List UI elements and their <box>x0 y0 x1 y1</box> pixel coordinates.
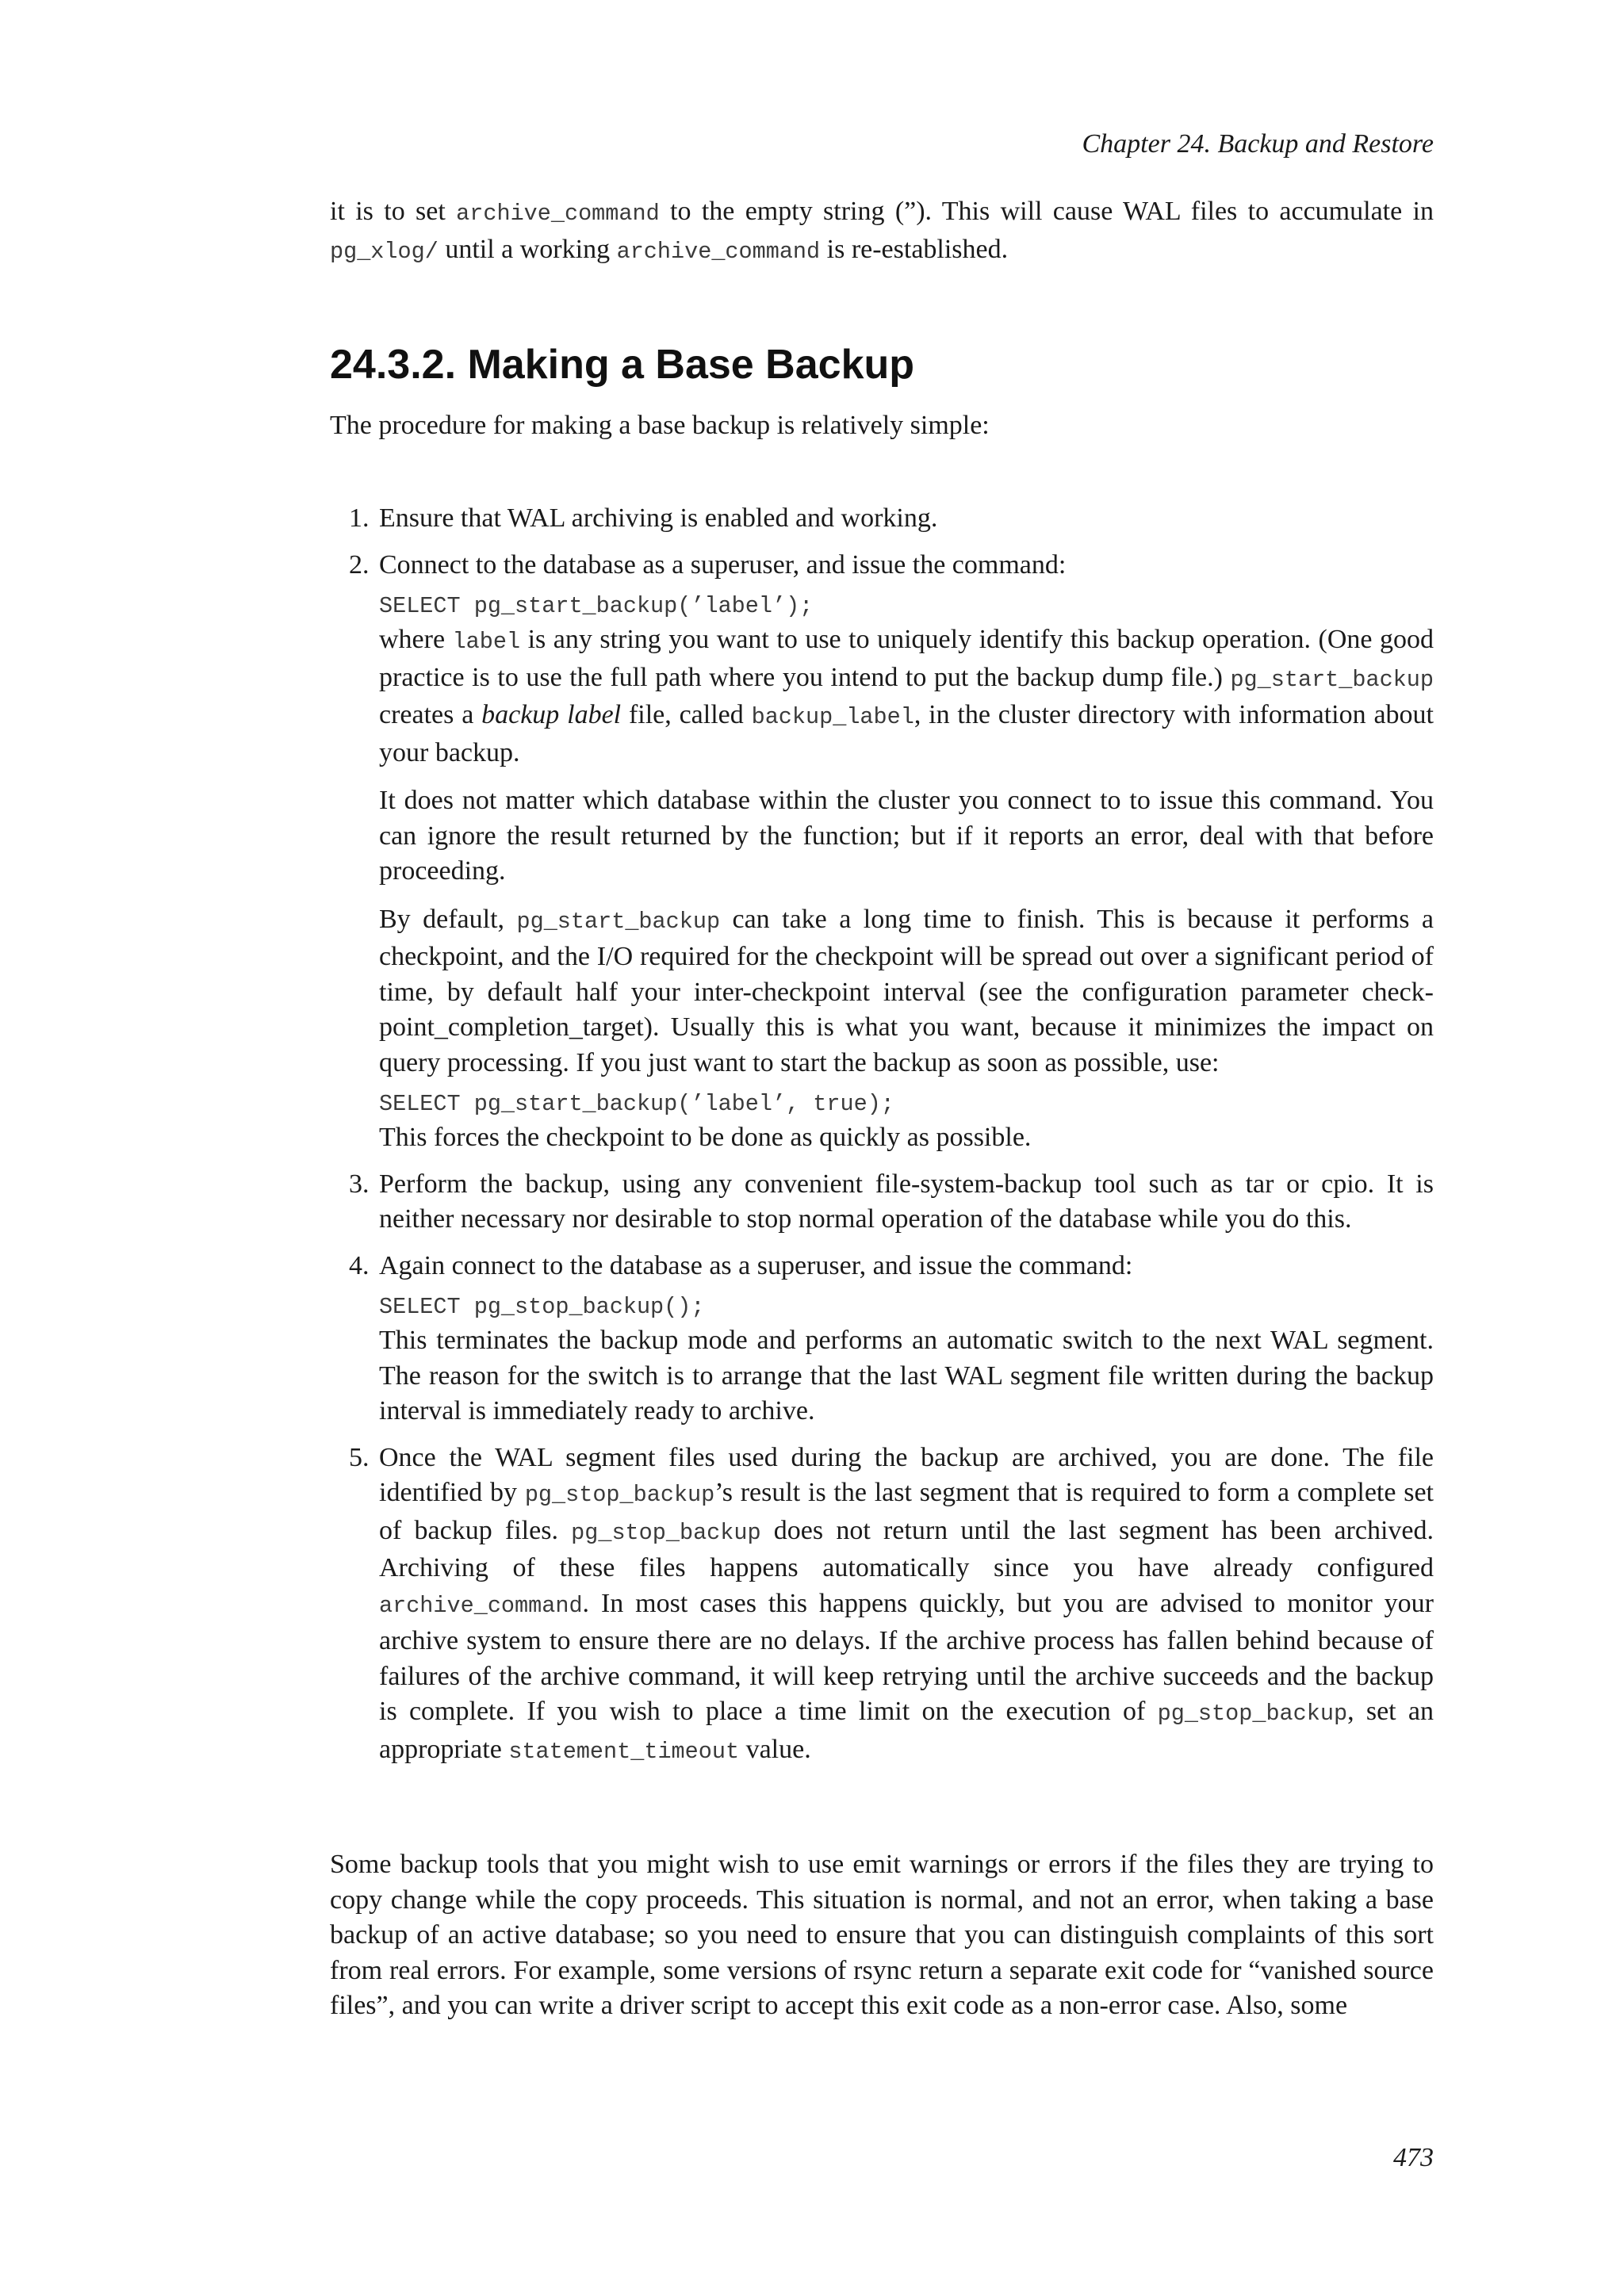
section-title: 24.3.2. Making a Base Backup <box>330 342 915 388</box>
step-paragraph: where label is any string you want to use to uniquely identify this backup operation. (One good practice is to use the full path where you intend to put the backup dump file.) pg_start_backup creates a backup label file, called backup_label, in the cluster directory with information about your backup. <box>379 625 1434 767</box>
list-item-5 <box>330 1441 1434 1770</box>
code-pg-stop-backup: pg_stop_backup <box>1157 1701 1348 1727</box>
step-text: Connect to the database as a superuser, and issue the command: <box>379 549 1067 580</box>
list-item-4 <box>330 1249 1434 1429</box>
code-label: label <box>452 629 521 655</box>
code-archive-command: archive_command <box>379 1592 583 1619</box>
code-statement-timeout: statement_timeout <box>508 1738 740 1765</box>
lead-paragraph: The procedure for making a base backup is relatively simple: <box>330 411 990 440</box>
list-item-number: 1. <box>349 503 370 533</box>
step-paragraph: It does not matter which database within the cluster you connect to to issue this command. You can ignore the result returned by the function; but if it reports an error, deal with that before proceeding. <box>379 786 1434 886</box>
code-block: SELECT pg_start_backup(’label’); <box>379 593 814 619</box>
step-paragraph: This forces the checkpoint to be done as quickly as possible. <box>379 1123 1032 1152</box>
list-item-number: 2. <box>349 549 370 580</box>
code-pg-start-backup: pg_start_backup <box>1230 666 1434 693</box>
list-item-3 <box>330 1167 1434 1238</box>
step-paragraph: By default, pg_start_backup can take a long time to finish. This is because it performs a checkpoint, and the I/O required for the checkpoint will be spread out over a significant period of time, by default half your inter-checkpoint interval (see the configuration parameter check-point_completion_target). Usually this is what you want, because it minimizes the impact on query processing. If you just want to start the backup as soon as possible, use: <box>379 904 1434 1077</box>
code-archive-command: archive_command <box>616 238 821 265</box>
code-block: SELECT pg_stop_backup(); <box>379 1294 705 1320</box>
step-text: Perform the backup, using any convenient file-system-backup tool such as tar or cpio. It is neither necessary nor desirable to stop normal operation of the database while you do this. <box>379 1169 1434 1234</box>
list-item-number: 4. <box>349 1250 370 1280</box>
intro-paragraph: it is to set archive_command to the empty string (”). This will cause WAL files to accumulate in pg_xlog/ until a working archive_command is re-established. <box>330 197 1434 265</box>
list-item-number: 3. <box>349 1169 370 1199</box>
page-number: 473 <box>1393 2143 1434 2172</box>
step-text: Again connect to the database as a superuser, and issue the command: <box>379 1250 1133 1280</box>
code-backup-label: backup_label <box>751 704 914 730</box>
list-item-1 <box>330 501 1434 537</box>
step-paragraph: This terminates the backup mode and performs an automatic switch to the next WAL segment. The reason for the switch is to arrange that the last WAL segment file written during the backup interval is immediately ready to archive. <box>379 1326 1434 1425</box>
list-item-number: 5. <box>349 1442 370 1472</box>
list-item-2 <box>330 548 1434 1156</box>
step-text: Ensure that WAL archiving is enabled and working. <box>379 503 938 533</box>
code-pg-stop-backup: pg_stop_backup <box>524 1482 715 1508</box>
code-block: SELECT pg_start_backup(’label’, true); <box>379 1091 894 1117</box>
procedure-list <box>330 501 1434 1781</box>
step-text: Once the WAL segment files used during the backup are archived, you are done. The file identified by pg_stop_backup’s result is the last segment that is required to form a complete set of backup files. pg_stop_backup does not return until the last segment has been archived. Archiving of these files happens automatically since you have already configured archive_command. In most cases this happens quickly, but you are advised to monitor your archive system to ensure there are no delays. If the archive process has fallen behind because of failures of the archive command, it will keep retrying until the archive succeeds and the backup is complete. If you wish to place a time limit on the execution of pg_stop_backup, set an appropriate statement_timeout value. <box>379 1442 1434 1765</box>
emphasis-term: backup label <box>481 700 622 729</box>
running-header: Chapter 24. Backup and Restore <box>1082 129 1434 159</box>
code-pg-stop-backup: pg_stop_backup <box>571 1519 761 1546</box>
code-archive-command: archive_command <box>456 201 660 227</box>
closing-paragraph: Some backup tools that you might wish to use emit warnings or errors if the files they are trying to copy change while the copy proceeds. This situation is normal, and not an error, when taking a base backup of an active database; so you need to ensure that you can distinguish complaints of this sort from real errors. For example, some versions of rsync return a separate exit code for “vanished source files”, and you can write a driver script to accept this exit code as a non-error case. Also, some <box>330 1850 1434 2020</box>
code-pg-xlog: pg_xlog/ <box>330 238 439 265</box>
code-pg-start-backup: pg_start_backup <box>516 908 721 935</box>
